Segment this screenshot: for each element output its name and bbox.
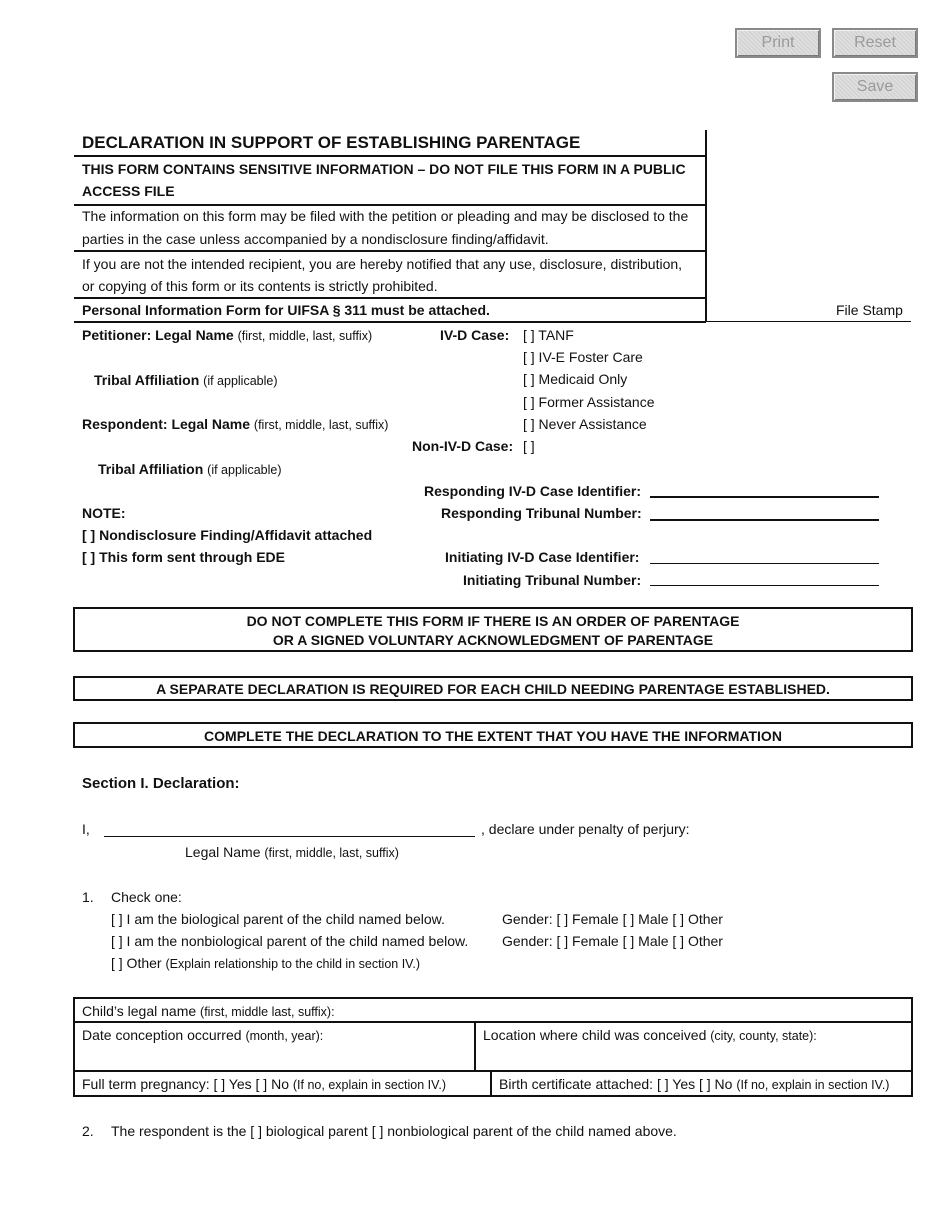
form-title: DECLARATION IN SUPPORT OF ESTABLISHING PARENTAGE — [82, 133, 581, 152]
respondent-tribal-field[interactable] — [98, 461, 282, 477]
other-label: [ ] Other — [111, 955, 162, 971]
respondent-label: Respondent: Legal Name — [82, 416, 251, 432]
child-name-field[interactable] — [82, 1003, 335, 1019]
legal-name-hint: (first, middle, last, suffix) — [264, 846, 399, 860]
nondisclosure-checkbox[interactable]: [ ] Nondisclosure Finding/Affidavit attached — [82, 527, 373, 543]
responding-tribunal-label: Responding Tribunal Number: — [441, 505, 642, 521]
table-divider — [490, 1070, 492, 1097]
table-divider — [474, 1021, 476, 1071]
divider — [74, 155, 706, 157]
item-number: 1. — [82, 889, 94, 905]
sensitive-warning-line2: ACCESS FILE — [82, 183, 175, 199]
gender-options-nonbiological[interactable]: Gender: [ ] Female [ ] Male [ ] Other — [502, 933, 723, 949]
file-stamp-line — [706, 321, 911, 322]
other-hint: (Explain relationship to the child in section IV.) — [165, 957, 421, 971]
petitioner-tribal-field[interactable] — [94, 372, 278, 388]
other-relationship-checkbox[interactable] — [111, 955, 420, 971]
respondent-field[interactable] — [82, 416, 388, 432]
sensitive-warning-line1: THIS FORM CONTAINS SENSITIVE INFORMATION – DO NOT FILE THIS FORM IN A PUBLIC — [82, 161, 686, 177]
legal-name-caption — [185, 844, 399, 860]
header-right-border — [705, 130, 707, 322]
save-button[interactable]: Save — [832, 72, 918, 102]
table-divider — [73, 1021, 913, 1023]
initiating-tribunal-input[interactable] — [650, 585, 879, 586]
responding-ivd-label: Responding IV-D Case Identifier: — [424, 483, 642, 499]
full-term-pregnancy-field[interactable] — [82, 1076, 446, 1092]
full-term-hint: (If no, explain in section IV.) — [292, 1078, 446, 1092]
item-number: 2. — [82, 1123, 94, 1139]
initiating-ivd-input[interactable] — [650, 563, 879, 564]
declarant-name-input[interactable] — [104, 836, 475, 837]
birth-cert-label: Birth certificate attached: [ ] Yes [ ] No — [499, 1076, 733, 1092]
info-text-line2: parties in the case unless accompanied by a nondisclosure finding/affidavit. — [82, 231, 549, 247]
conception-location-label: Location where child was conceived — [483, 1027, 707, 1043]
responding-ivd-input[interactable] — [650, 496, 879, 498]
foster-care-checkbox[interactable]: [ ] IV-E Foster Care — [523, 349, 643, 365]
divider — [74, 321, 706, 323]
former-assistance-checkbox[interactable]: [ ] Former Assistance — [523, 394, 655, 410]
birth-cert-hint: (If no, explain in section IV.) — [736, 1078, 890, 1092]
note-label: NOTE: — [82, 505, 126, 521]
notice-text-line2: or copying of this form or its contents is strictly prohibited. — [82, 278, 438, 294]
initiating-tribunal-label: Initiating Tribunal Number: — [463, 572, 642, 588]
never-assistance-checkbox[interactable]: [ ] Never Assistance — [523, 416, 647, 432]
notice-line1: DO NOT COMPLETE THIS FORM IF THERE IS AN ORDER OF PARENTAGE — [246, 613, 740, 629]
medicaid-only-checkbox[interactable]: [ ] Medicaid Only — [523, 371, 628, 387]
tribal-affiliation-hint: (if applicable) — [203, 374, 278, 388]
conception-location-hint: (city, county, state): — [710, 1029, 817, 1043]
file-stamp-label: File Stamp — [836, 302, 903, 318]
biological-parent-checkbox[interactable]: [ ] I am the biological parent of the child named below. — [111, 911, 445, 927]
conception-location-field[interactable] — [483, 1027, 817, 1043]
parentage-order-notice — [73, 607, 913, 652]
complete-declaration-notice — [73, 722, 913, 748]
notice-line2: OR A SIGNED VOLUNTARY ACKNOWLEDGMENT OF PARENTAGE — [272, 632, 714, 648]
divider — [74, 297, 706, 299]
declare-text: , declare under penalty of perjury: — [481, 821, 690, 837]
petitioner-hint: (first, middle, last, suffix) — [237, 329, 373, 343]
notice-text-line1: If you are not the intended recipient, you are hereby notified that any use, disclosure, distribution, — [82, 256, 683, 272]
divider — [74, 204, 706, 206]
print-button[interactable]: Print — [735, 28, 821, 58]
child-name-label: Child’s legal name — [82, 1003, 197, 1019]
gender-options-biological[interactable]: Gender: [ ] Female [ ] Male [ ] Other — [502, 911, 723, 927]
tanf-checkbox[interactable]: [ ] TANF — [523, 327, 574, 343]
respondent-hint: (first, middle, last, suffix) — [253, 418, 389, 432]
non-ivd-case-label: Non-IV-D Case: — [412, 438, 514, 454]
divider — [74, 250, 706, 252]
info-text-line1: The information on this form may be filed with the petition or pleading and may be disclosed to the — [82, 208, 689, 224]
notice-text: A SEPARATE DECLARATION IS REQUIRED FOR EACH CHILD NEEDING PARENTAGE ESTABLISHED. — [156, 681, 830, 697]
check-one-label: Check one: — [111, 889, 182, 905]
conception-date-field[interactable] — [82, 1027, 323, 1043]
conception-date-hint: (month, year): — [245, 1029, 324, 1043]
section-heading: Section I. Declaration: — [82, 775, 240, 792]
petitioner-label: Petitioner: Legal Name — [82, 327, 234, 343]
conception-date-label: Date conception occurred — [82, 1027, 242, 1043]
tribal-affiliation-label: Tribal Affiliation — [98, 461, 204, 477]
responding-tribunal-input[interactable] — [650, 519, 879, 521]
birth-certificate-field[interactable] — [499, 1076, 889, 1092]
nonbiological-parent-checkbox[interactable]: [ ] I am the nonbiological parent of the child named below. — [111, 933, 469, 949]
initiating-ivd-label: Initiating IV-D Case Identifier: — [445, 549, 640, 565]
reset-button[interactable]: Reset — [832, 28, 918, 58]
legal-name-label: Legal Name — [185, 844, 261, 860]
separate-declaration-notice — [73, 676, 913, 701]
non-ivd-checkbox[interactable]: [ ] — [523, 438, 535, 454]
tribal-affiliation-label: Tribal Affiliation — [94, 372, 200, 388]
notice-text: COMPLETE THE DECLARATION TO THE EXTENT THAT YOU HAVE THE INFORMATION — [204, 728, 782, 744]
petitioner-field[interactable] — [82, 327, 372, 343]
table-divider — [73, 1070, 913, 1072]
respondent-parent-type-checkboxes[interactable]: The respondent is the [ ] biological parent [ ] nonbiological parent of the child named above. — [111, 1123, 677, 1139]
full-term-label: Full term pregnancy: [ ] Yes [ ] No — [82, 1076, 289, 1092]
ivd-case-label: IV-D Case: — [440, 327, 510, 343]
tribal-affiliation-hint: (if applicable) — [207, 463, 282, 477]
i-label: I, — [82, 821, 90, 837]
personal-info-notice: Personal Information Form for UIFSA § 311 must be attached. — [82, 302, 490, 318]
child-name-hint: (first, middle last, suffix): — [200, 1005, 335, 1019]
ede-checkbox[interactable]: [ ] This form sent through EDE — [82, 549, 285, 565]
